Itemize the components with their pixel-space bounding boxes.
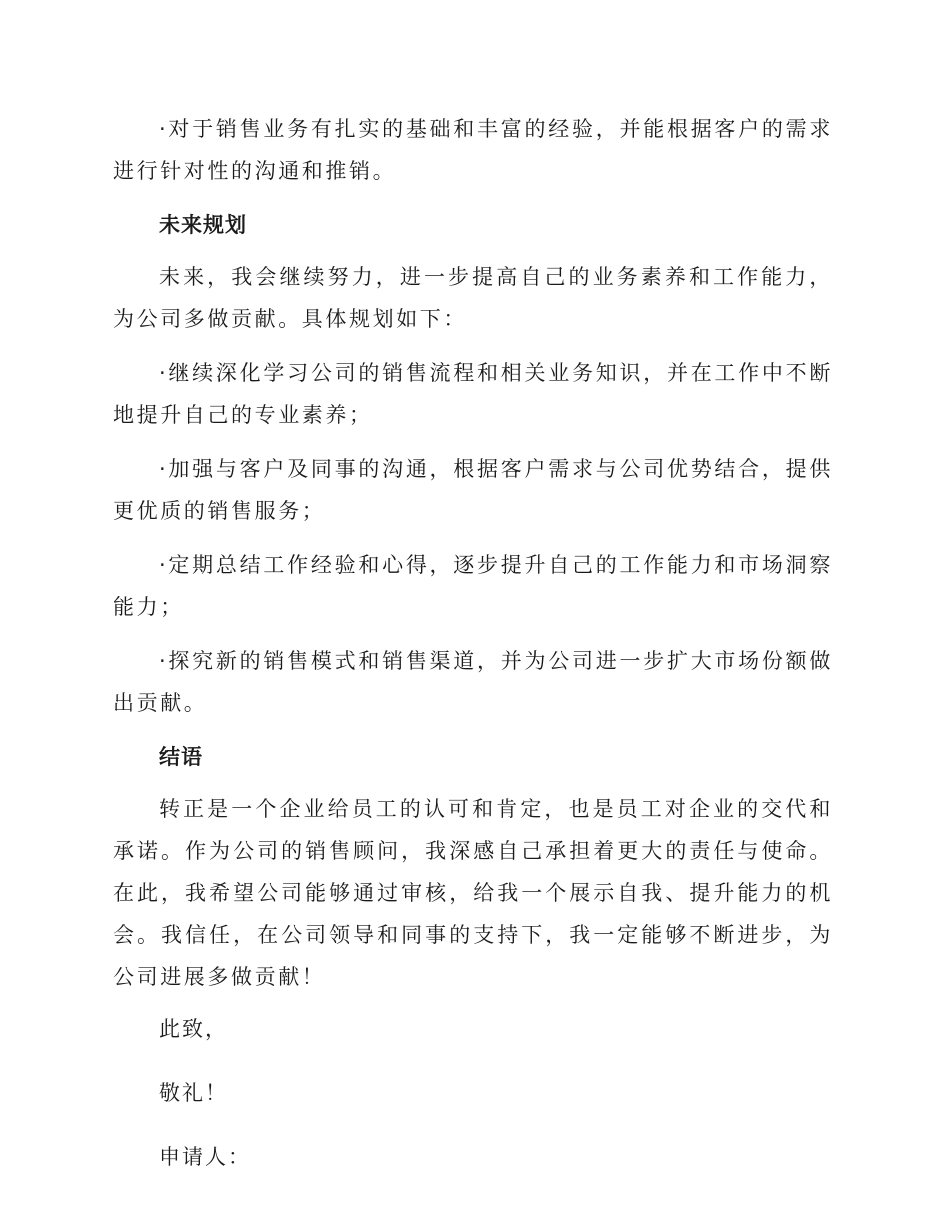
future-plan-bullet-2: ·加强与客户及同事的沟通，根据客户需求与公司优势结合，提供更优质的销售服务； — [113, 457, 833, 523]
applicant-signature-label: 申请人： — [159, 1145, 251, 1169]
future-plan-intro-paragraph: 未来，我会继续努力，进一步提高自己的业务素养和工作能力，为公司多做贡献。具体规划如下： — [113, 265, 833, 331]
document-page — [113, 108, 833, 1200]
intro-bullet-paragraph: ·对于销售业务有扎实的基础和丰富的经验，并能根据客户的需求进行针对性的沟通和推销。 — [113, 117, 833, 183]
closing-regards: 敬礼！ — [159, 1081, 228, 1105]
conclusion-paragraph: 转正是一个企业给员工的认可和肯定，也是员工对企业的交代和承诺。作为公司的销售顾问，我深感自己承担着更大的责任与使命。在此，我希望公司能够通过审核，给我一个展示自我、提升能力的机会。我信任，在公司领导和同事的支持下，我一定能够不断进步，为公司进展多做贡献！ — [113, 797, 833, 989]
future-plan-bullet-3: ·定期总结工作经验和心得，逐步提升自己的工作能力和市场洞察能力； — [113, 553, 833, 619]
section-heading-future-plan: 未来规划 — [159, 213, 247, 237]
closing-salutation: 此致， — [159, 1017, 228, 1041]
future-plan-bullet-1: ·继续深化学习公司的销售流程和相关业务知识，并在工作中不断地提升自己的专业素养； — [113, 361, 833, 427]
future-plan-bullet-4: ·探究新的销售模式和销售渠道，并为公司进一步扩大市场份额做出贡献。 — [113, 649, 833, 715]
section-heading-conclusion: 结语 — [159, 745, 203, 769]
